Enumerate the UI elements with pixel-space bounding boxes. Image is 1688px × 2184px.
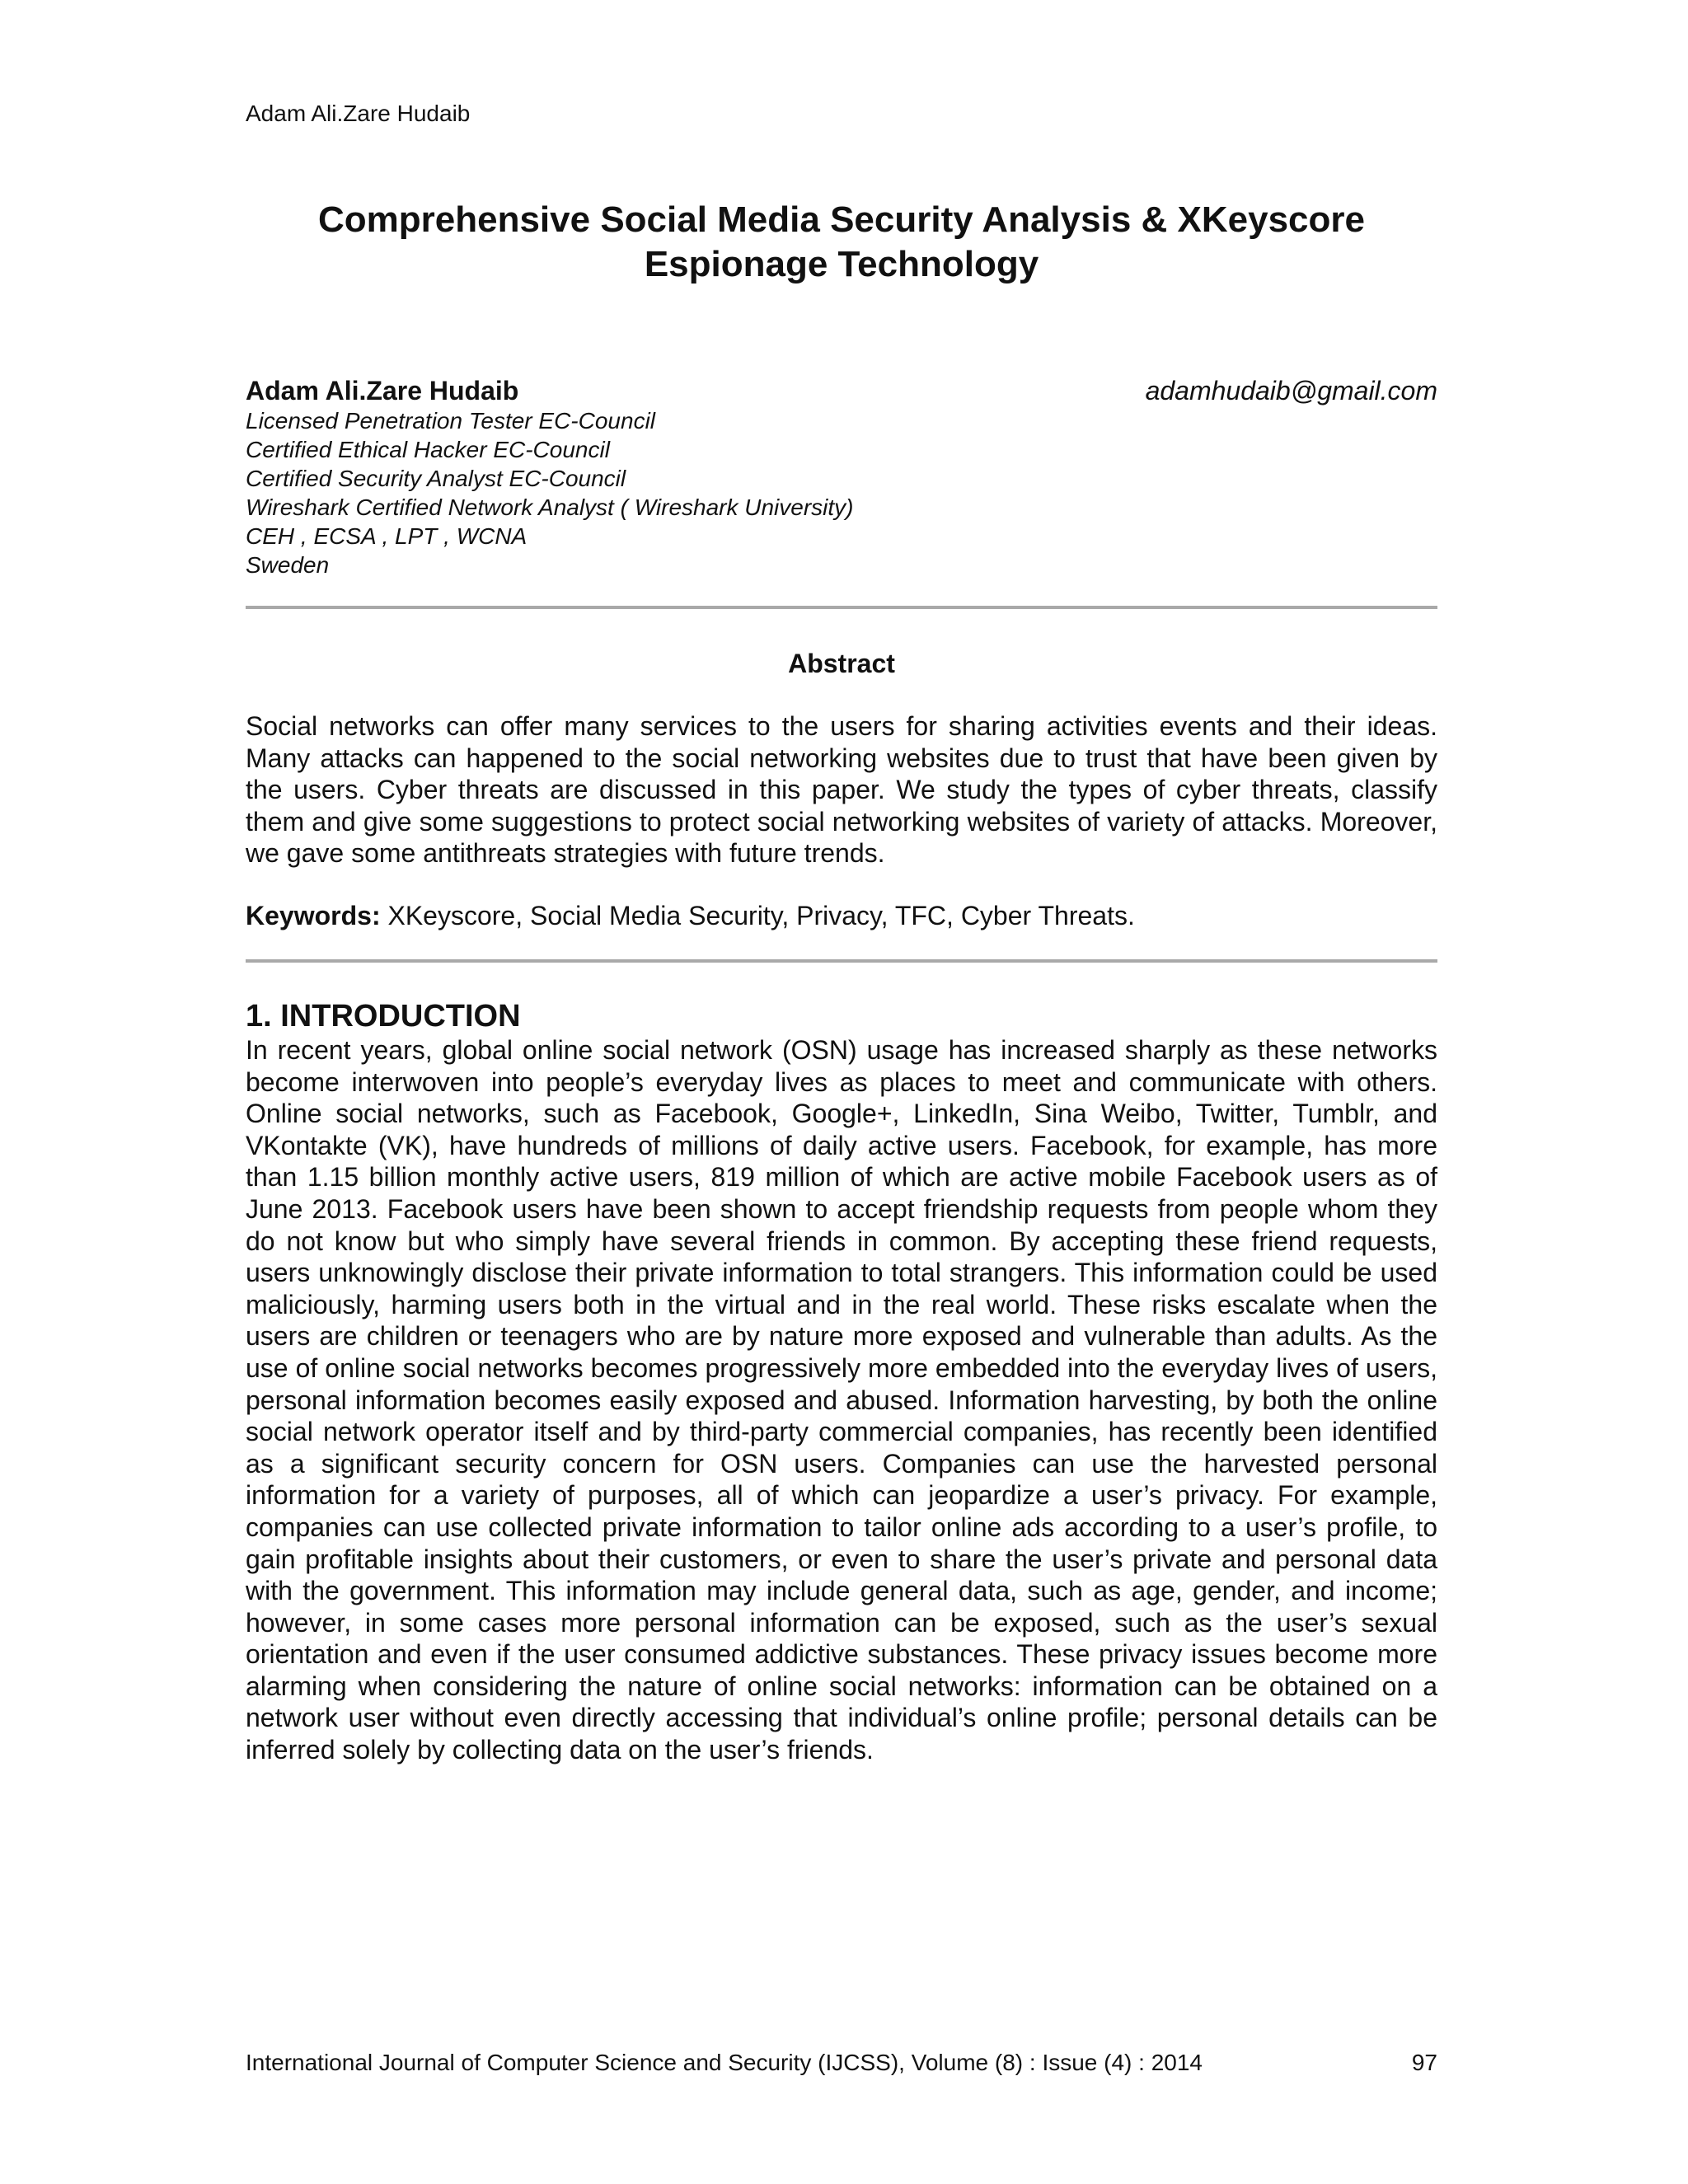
affiliation-line: Licensed Penetration Tester EC-Council [246,408,656,434]
keywords [246,900,1437,931]
abstract-heading: Abstract [788,649,895,678]
page-footer [246,2048,1437,2078]
keywords-text: XKeyscore, Social Media Security, Privacy, TFC, Cyber Threats. [380,901,1135,930]
journal-citation: International Journal of Computer Science and Security (IJCSS), Volume (8) : Issue (4) : 2014 [246,2050,1203,2075]
author-name: Adam Ali.Zare Hudaib [246,376,519,405]
author-email: adamhudaib@gmail.com [1145,376,1437,405]
running-header: Adam Ali.Zare Hudaib [246,101,471,126]
section-heading-introduction: 1. INTRODUCTION [246,999,521,1033]
affiliation-line: Certified Ethical Hacker EC-Council [246,437,610,462]
introduction-text: In recent years, global online social network (OSN) usage has increased sharply as these networks become interwoven into people’s everyday lives as places to meet and communicate with others. Online social networks, such as Facebook, Google+, LinkedIn, Sina Weibo, Twitter, Tumblr, and VKontakte (VK), have hundreds of millions of daily active users. Facebook, for example, has more than 1.15 billion monthly active users, 819 million of which are active mobile Facebook users as of June 2013. Facebook users have been shown to accept friendship requests from people whom they do not know but who simply have several friends in common. By accepting these friend requests, users unknowingly disclose their private information to total strangers. This information could be used maliciously, harming users both in the virtual and in the real world. These risks escalate when the users are children or teenagers who are by nature more exposed and vulnerable than adults. As the use of online social networks becomes progressively more embedded into the everyday lives of users, personal information becomes easily exposed and abused. Information harvesting, by both the online social network operator itself and by third-party commercial companies, has recently been identified as a significant security concern for OSN users. Companies can use the harvested personal information for a variety of purposes, all of which can jeopardize a user’s privacy. For example, companies can use collected private information to tailor online ads according to a user’s profile, to gain profitable insights about their customers, or even to share the user’s private and personal data with the government. This information may include general data, such as age, gender, and income; however, in some cases more personal information can be exposed, such as the user’s sexual orientation and even if the user consumed addictive substances. These privacy issues become more alarming when considering the nature of online social networks: information can be obtained on a network user without even directly accessing that individual’s online profile; personal details can be inferred solely by collecting data on the user’s friends. [246,1035,1437,1765]
affiliation-line: Certified Security Analyst EC-Council [246,466,626,491]
divider-bottom [246,959,1437,963]
affiliation-line: Sweden [246,552,330,578]
author-block [246,375,1437,593]
affiliation-line: CEH , ECSA , LPT , WCNA [246,523,528,549]
abstract-text: Social networks can offer many services to the users for sharing activities events and their ideas. Many attacks can happened to the social networking websites due to trust that have been given by the users. Cyber threats are discussed in this paper. We study the types of cyber threats, classify them and give some suggestions to protect social networking websites of variety of attacks. Moreover, we gave some antithreats strategies with future trends. [246,711,1437,869]
divider-top [246,606,1437,609]
keywords-label: Keywords: [246,901,381,930]
paper-title: Comprehensive Social Media Security Analysis & XKeyscore Espionage Technology [317,199,1365,284]
author-affiliations [246,406,1437,579]
page-number: 97 [1411,2050,1437,2075]
affiliation-line: Wireshark Certified Network Analyst ( Wireshark University) [246,494,854,520]
